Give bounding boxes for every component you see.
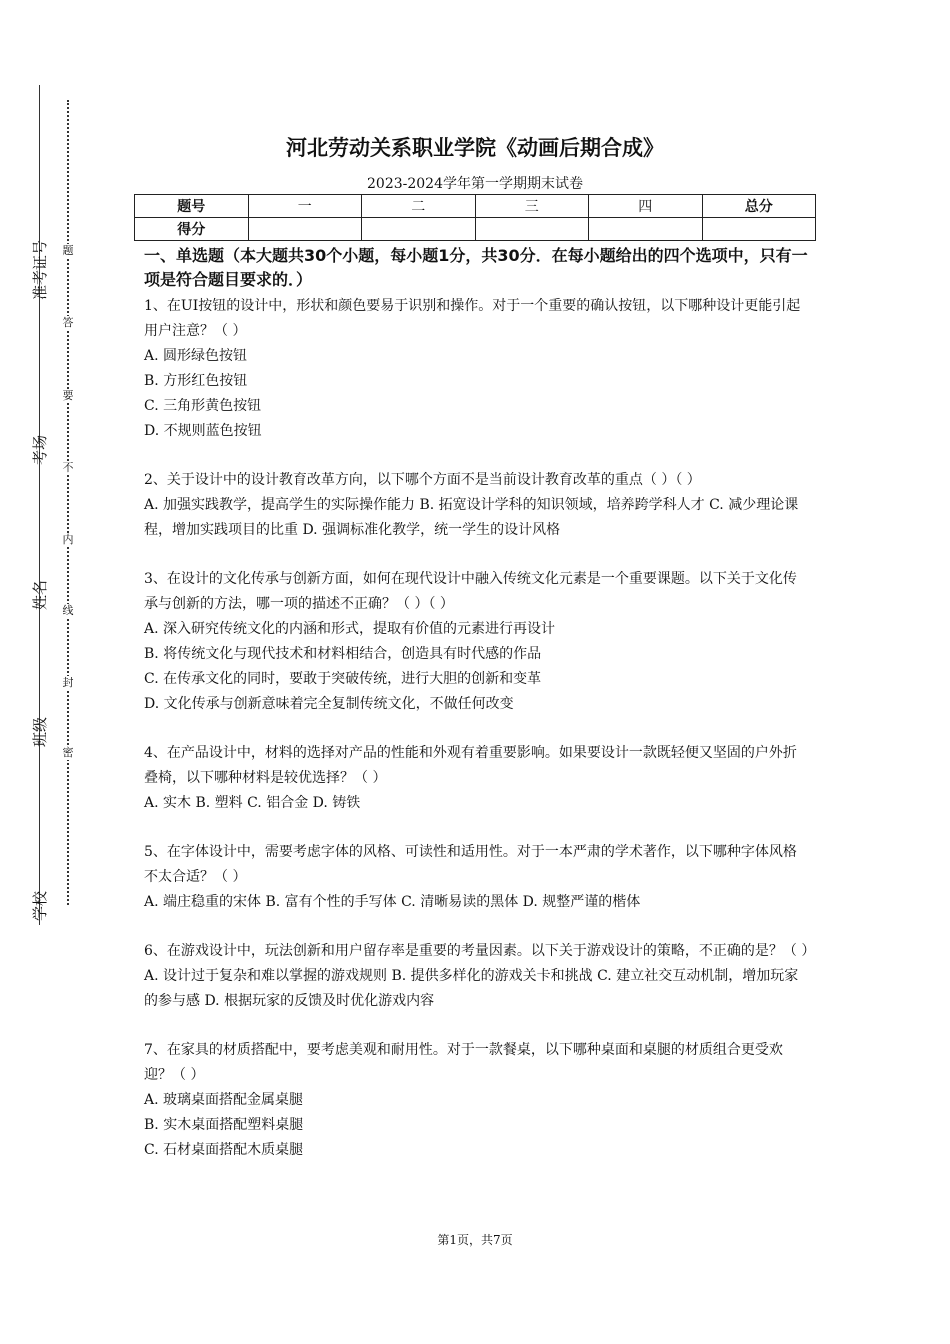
option-a: A. 玻璃桌面搭配金属桌腿	[144, 1092, 304, 1108]
score-table-cell: 四	[589, 195, 703, 218]
score-table	[134, 194, 816, 241]
question-stem: 4、在产品设计中，材料的选择对产品的性能和外观有着重要影响。如果要设计一款既轻便又坚固的户外折叠椅，以下哪种材料是较优选择？（ ）	[144, 745, 797, 786]
question-stem: 2、关于设计中的设计教育改革方向，以下哪个方面不是当前设计教育改革的重点（ ）（ ）	[144, 472, 701, 488]
exam-room-label: 考场	[31, 435, 49, 466]
option-b: B. 将传统文化与现代技术和材料相结合，创造具有时代感的作品	[144, 646, 542, 662]
option-c: C. 三角形黄色按钮	[144, 398, 262, 414]
question-5	[144, 840, 810, 915]
option-b: B. 方形红色按钮	[144, 373, 248, 389]
seal-char: 密	[62, 746, 74, 759]
question-stem: 1、在UI按钮的设计中，形状和颜色要易于识别和操作。对于一个重要的确认按钮，以下哪种设计更能引起用户注意？（ ）	[144, 298, 801, 339]
seal-char: 线	[62, 604, 74, 617]
school-label: 学校	[31, 891, 49, 922]
option-d: D. 文化传承与创新意味着完全复制传统文化，不做任何改变	[144, 696, 514, 712]
option-c: C. 在传承文化的同时，要敢于突破传统，进行大胆的创新和变革	[144, 671, 542, 687]
admission-number-label: 准考证号	[31, 239, 49, 300]
option-c: C. 石材桌面搭配木质桌腿	[144, 1142, 304, 1158]
score-input-cell[interactable]	[362, 218, 476, 241]
question-4	[144, 741, 810, 816]
seal-char: 不	[62, 461, 74, 474]
options-inline: A. 端庄稳重的宋体 B. 富有个性的手写体 C. 清晰易读的黑体 D. 规整严谨的楷体	[144, 894, 641, 910]
option-a: A. 圆形绿色按钮	[144, 348, 248, 364]
score-table-cell: 总分	[702, 195, 816, 218]
question-stem: 6、在游戏设计中，玩法创新和用户留存率是重要的考量因素。以下关于游戏设计的策略，不正确的是？（ ）	[144, 943, 816, 959]
seal-char: 题	[62, 244, 74, 257]
score-input-cell[interactable]	[702, 218, 816, 241]
seal-char: 封	[62, 676, 74, 689]
section-heading: 一、单选题（本大题共30个小题，每小题1分，共30分．在每小题给出的四个选项中，只有一项是符合题目要求的．）	[144, 246, 808, 289]
question-3	[144, 567, 810, 717]
score-table-header-row	[135, 195, 816, 218]
score-table-cell: 一	[248, 195, 362, 218]
seal-char: 要	[62, 389, 74, 402]
binding-line	[39, 85, 40, 925]
option-d: D. 不规则蓝色按钮	[144, 423, 262, 439]
question-2	[144, 468, 810, 543]
score-table-score-row	[135, 218, 816, 241]
score-row-label: 得分	[135, 218, 249, 241]
score-input-cell[interactable]	[475, 218, 589, 241]
question-stem: 5、在字体设计中，需要考虑字体的风格、可读性和适用性。对于一本严肃的学术著作，以下哪种字体风格不太合适？（ ）	[144, 844, 797, 885]
page-title: 河北劳动关系职业学院《动画后期合成》	[286, 136, 664, 160]
options-inline: A. 加强实践教学，提高学生的实际操作能力 B. 拓宽设计学科的知识领域，培养跨学科人才 C. 减少理论课程，增加实践项目的比重 D. 强调标准化教学，统一学生的设计风格	[144, 497, 799, 538]
score-table-cell: 二	[362, 195, 476, 218]
question-stem: 3、在设计的文化传承与创新方面，如何在现代设计中融入传统文化元素是一个重要课题。以下关于文化传承与创新的方法，哪一项的描述不正确？（ ）（ ）	[144, 571, 797, 612]
page-footer: 第1页，共7页	[437, 1233, 513, 1247]
question-6	[144, 939, 816, 1014]
question-1	[144, 294, 810, 444]
score-table-cell: 三	[475, 195, 589, 218]
score-input-cell[interactable]	[589, 218, 703, 241]
option-b: B. 实木桌面搭配塑料桌腿	[144, 1117, 304, 1133]
exam-subtitle: 2023-2024学年第一学期期末试卷	[367, 176, 583, 192]
seal-dotted-line	[67, 100, 69, 905]
options-inline: A. 设计过于复杂和难以掌握的游戏规则 B. 提供多样化的游戏关卡和挑战 C. 建立社交互动机制，增加玩家的参与感 D. 根据玩家的反馈及时优化游戏内容	[144, 968, 799, 1009]
option-a: A. 深入研究传统文化的内涵和形式，提取有价值的元素进行再设计	[144, 621, 556, 637]
seal-char: 答	[62, 316, 74, 329]
seal-char: 内	[62, 533, 74, 546]
name-label: 姓名	[31, 580, 49, 611]
class-label: 班级	[31, 717, 49, 748]
score-input-cell[interactable]	[248, 218, 362, 241]
question-7	[144, 1038, 810, 1163]
exam-content	[144, 244, 816, 1187]
score-table-cell: 题号	[135, 195, 249, 218]
question-stem: 7、在家具的材质搭配中，要考虑美观和耐用性。对于一款餐桌，以下哪种桌面和桌腿的材质组合更受欢迎？（ ）	[144, 1042, 783, 1083]
options-inline: A. 实木 B. 塑料 C. 铝合金 D. 铸铁	[144, 795, 361, 811]
